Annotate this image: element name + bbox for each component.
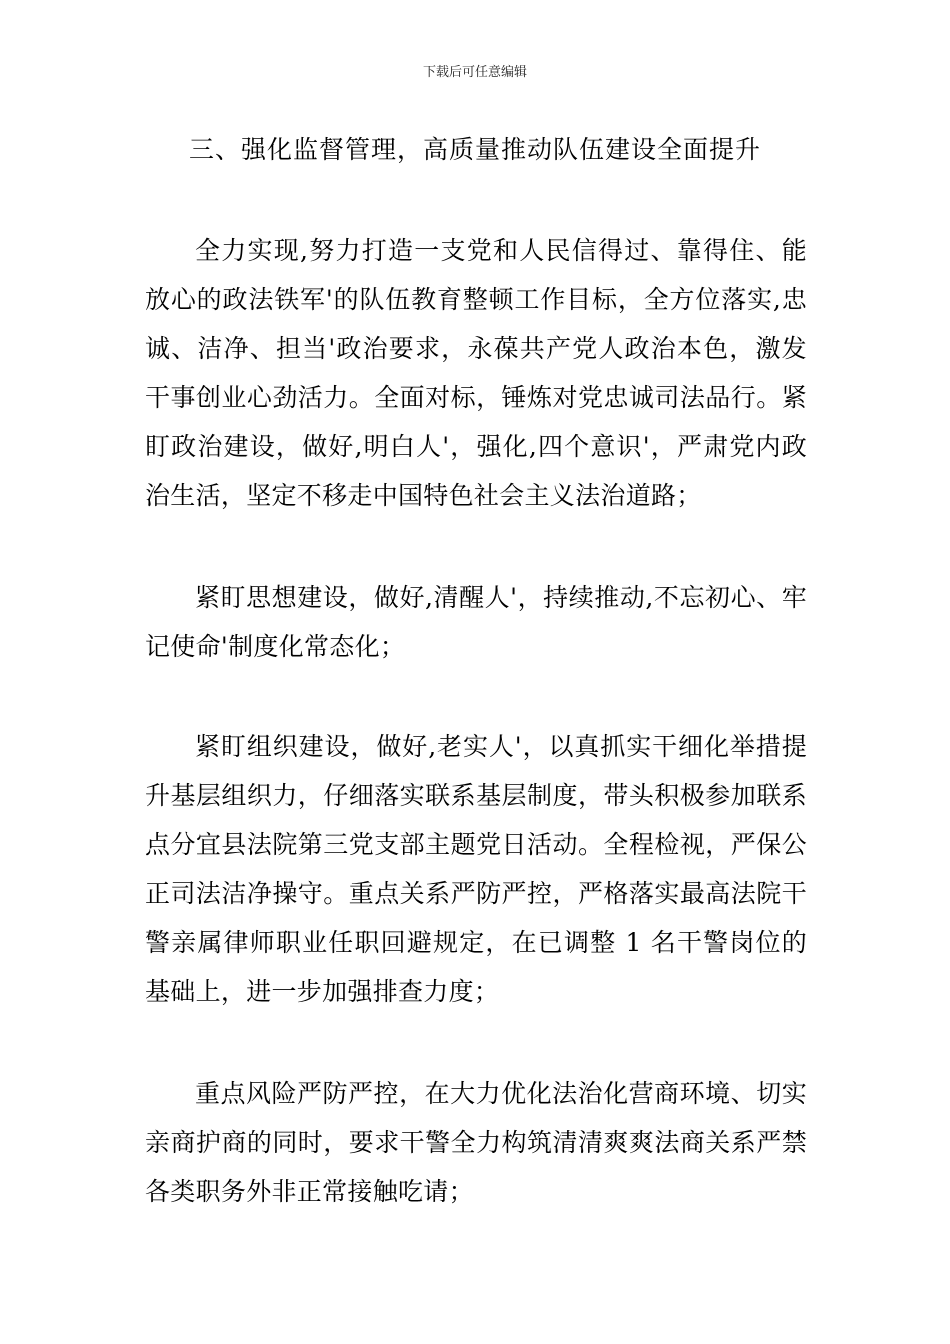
paragraph-organizational-building: 紧盯组织建设，做好,老实人'，以真抓实干细化举措提升基层组织力，仔细落实联系基层制度，带头积极参加联系点分宜县法院第三党支部主题党日活动。全程检视，严保公正司法洁净操守。重点关系严防严控，严格落实最高法院干警亲属律师职业任职回避规定，在已调整 1 名干警岗位的基础上，进一步加强排查力度；: [145, 732, 807, 1006]
section-heading: 三、强化监督管理，高质量推动队伍建设全面提升: [188, 135, 761, 164]
paragraph-ideological-building: 紧盯思想建设，做好,清醒人'，持续推动,不忘初心、牢记使命'制度化常态化；: [145, 583, 807, 661]
page-header-note: 下载后可任意编辑: [422, 65, 527, 80]
paragraph-political-building: 全力实现,努力打造一支党和人民信得过、靠得住、能放心的政法铁军'的队伍教育整顿工作目标，全方位落实,忠诚、洁净、担当'政治要求，永葆共产党人政治本色，激发干事创业心劲活力。全面对标，锤炼对党忠诚司法品行。紧盯政治建设，做好,明白人'，强化,四个意识'，严肃党内政治生活，坚定不移走中国特色社会主义法治道路；: [145, 236, 807, 510]
paragraph-risk-control: 重点风险严防严控，在大力优化法治化营商环境、切实亲商护商的同时，要求干警全力构筑清清爽爽法商关系严禁各类职务外非正常接触吃请；: [145, 1079, 807, 1206]
